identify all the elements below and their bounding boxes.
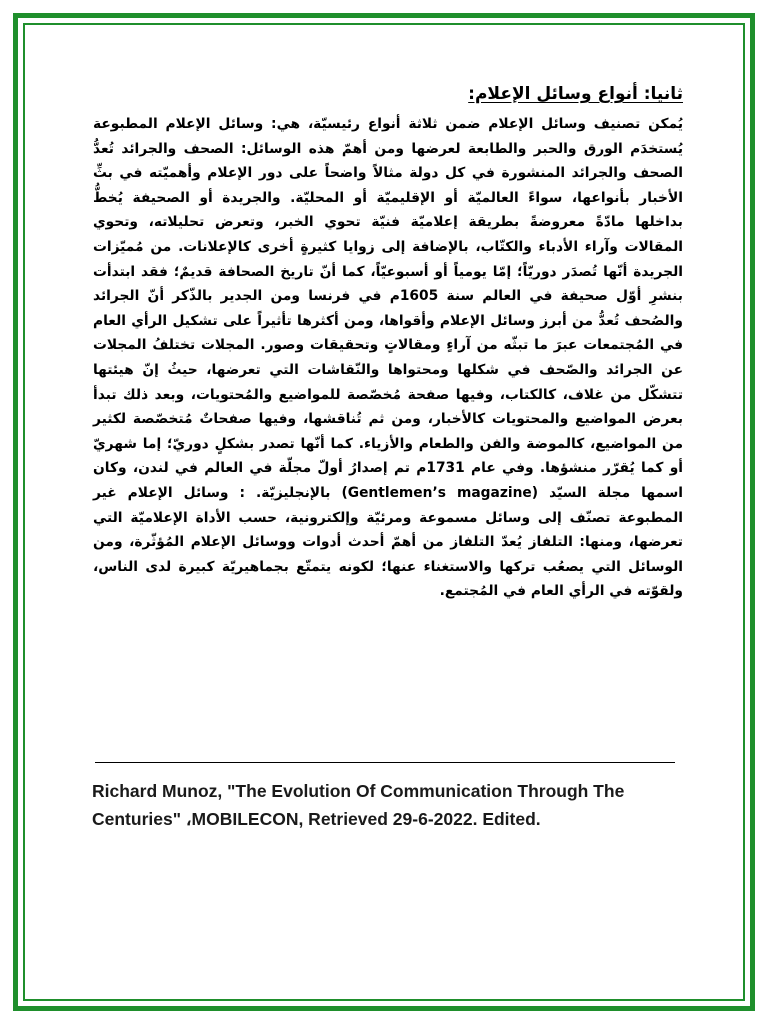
footnote-separator	[95, 762, 675, 763]
reference-citation: Richard Munoz, "The Evolution Of Communication Through The Centuries" ،MOBILECON, Retrieved 29-6-2022. Edited.	[92, 781, 625, 829]
document-content	[93, 82, 683, 604]
section-heading: ثانيا: أنواع وسائل الإعلام:	[468, 84, 683, 104]
body-paragraph: يُمكن تصنيف وسائل الإعلام ضمن ثلاثة أنواع رئيسيّة، هي: وسائل الإعلام المطبوعة يُستخدَم الورق والحبر والطابعة لعرضها ومن أهمّ هذه الوسائل: الصحف والجرائد تُعدُّ الصحف والجرائد المنشورة في كل دولة مثالاً واضحاً على دور الإعلام وأهميّته في بثِّ الأخبار بأنواعها، سواءً العالميّة أو الإقليميّة أو المحليّة. والجريدة أو الصحيفة يُخطُّ بداخلها مادّةً معروضةً بطريقة إعلاميّة فنيّة تحوي الخبر، وتعرض تحليلاته، وتحوي المقالات وآراء الأدباء والكتّاب، بالإضافة إلى زوايا كثيرةٍ أخرى كالإعلانات. من مُميّزات الجريدة أنّها تُصدَر دوريّاً؛ إمّا يومياً أو أسبوعيّاً، كما أنّ تاريخ الصحافة قديمٌ؛ فقد ابتدأت بنشرِ أوّل صحيفة في العالم سنة 1605م في فرنسا ومن الجدير بالذّكر أنّ الجرائد والصُحف تُعدُّ من أبرز وسائل الإعلام وأقواها، ومن أكثرها تأثيراً على تشكيل الرأي العام في المُجتمعات عبرَ ما تبثّه من آراءٍ ومقالاتٍ وتحقيقات وصور. المجلات تختلفُ المجلات عن الجرائد والصّحف في شكلها ومحتواها والنّقاشات التي تعرضها، حيثُ إنّ هيئتها تتشكّل من غلاف، كالكتاب، وفيها صفحة مُخصّصة للمواضيع والمُحتويات، وبعد ذلك تبدأ بعرض المواضيع والمحتويات كالأخبار، ومن ثم تُناقشها، وفيها صفحاتٌ مُتخصّصة لكثير من المواضيع، كالموضة والفن والطعام والأزياء. كما أنّها تصدر بشكلٍ دوريّ؛ إما شهريّ أو كما يُقرّر منشؤها. وفي عام 1731م تم إصدارُ أولّ مجلّة في العالم في لندن، وكان اسمها مجلة السيّد (Gentlemen’s magazine) بالإنجليزيّة. : وسائل الإعلام غير المطبوعة تصنّف إلى وسائل مسموعة ومرئيّة وإلكترونية، حسب الأداة الإعلاميّة التي تعرضها، ومنها: التلفاز يُعدّ التلفاز من أهمّ أحدث أدوات ووسائل الإعلام المُؤثّرة، ومن الوسائل التي يصعُب تركها والاستغناء عنها؛ لكونه يتمتّع بجماهيريّة كبيرة لدى الناس، ولقوّته في الرأي العام في المُجتمع.	[93, 116, 683, 600]
